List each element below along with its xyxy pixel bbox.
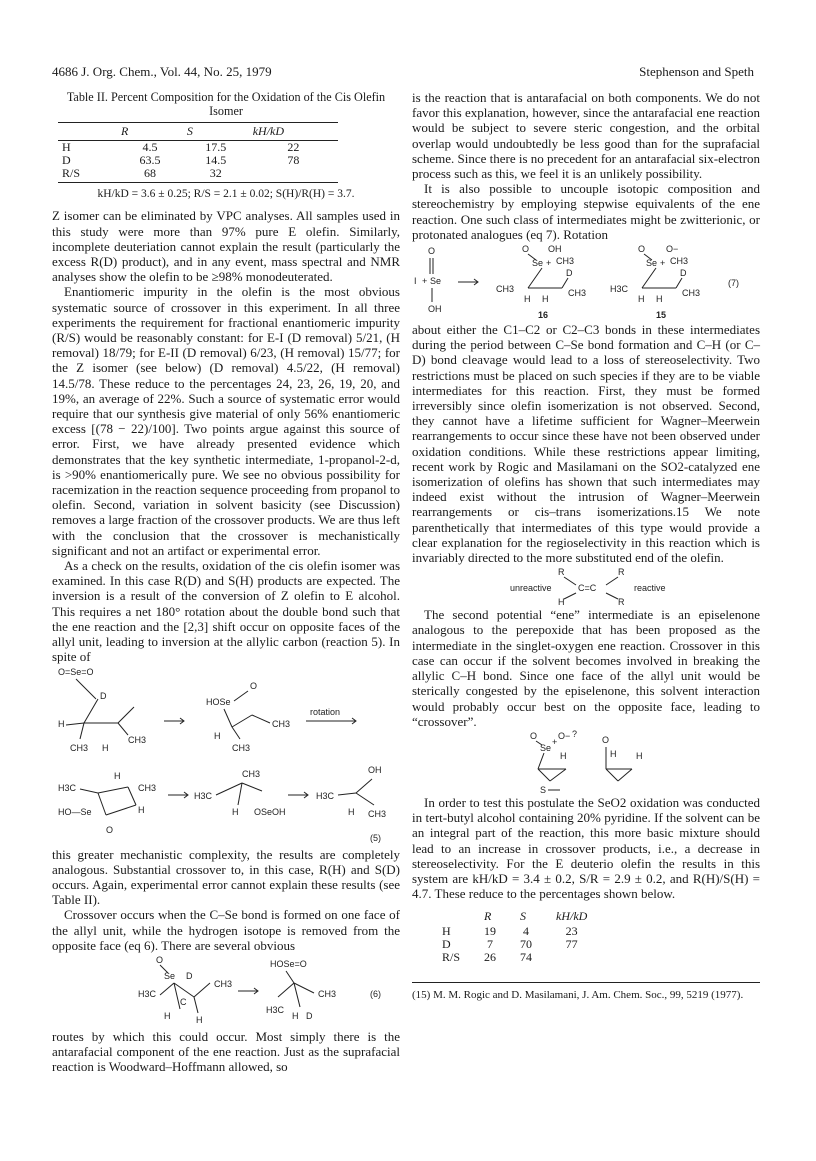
scheme-text: H <box>232 806 239 817</box>
scheme-text: H3C <box>138 988 157 999</box>
footnote-15: (15) M. M. Rogic and D. Masilamani, J. Am. Chem. Soc., 99, 5219 (1977). <box>412 982 760 1002</box>
scheme-text: rotation <box>310 706 341 717</box>
crossover-results-table <box>442 909 599 963</box>
table2-caption: Table II. Percent Composition for the Oxidation of the Cis Olefin Isomer <box>66 90 386 118</box>
table-cell <box>249 167 338 183</box>
table3-header <box>442 909 472 924</box>
table3-header: R <box>484 909 492 924</box>
compound-number: 16 <box>538 310 549 321</box>
paragraph: about either the C1–C2 or C2–C3 bonds in these intermediates during the period between C–Se bond formation and C–H (or C–D) bond cleavage would lead to a loss of stereoselectivity. Two restrictions must be placed on such species if they are to be viable intermediates for this reaction. First, they must be formed irreversibly since olefin isomerization is not observed. Second, they cannot have a lifetime sufficient for Wagner–Meerwein rearrangements to occur since these have not been observed under oxidation conditions. While these restrictions appear limiting, recent work by Rogic and Masilamani on the SO2-catalyzed ene isomerization of olefins has shown that such intermediates may indeed exist without the intrusion of Wagner–Meerwein rearrangements or cis–trans isomerizations.15 We note parenthetically that intermediates of this type would provide a clear explanation for the regioselectivity in this reaction which is invariably directed to the more substituted end of the olefin. <box>412 322 760 566</box>
scheme-text: CH3 <box>272 718 291 729</box>
scheme-text: H <box>138 804 145 815</box>
scheme-text: D <box>186 970 193 981</box>
scheme-text: H <box>114 770 121 781</box>
scheme-text: H <box>610 748 617 759</box>
scheme-text: O <box>602 734 610 745</box>
scheme-text: CH3 <box>138 782 157 793</box>
paragraph: routes by which this could occur. Most simply there is the antarafacial component of the ene reaction. Just as the suprafacial reaction is Woodward–Hoffmann allowed, so <box>52 1028 400 1075</box>
scheme-text: CH3 <box>70 742 89 753</box>
scheme-text: C=C <box>578 583 597 594</box>
scheme-text: H3C <box>58 782 77 793</box>
scheme-text: O <box>250 680 258 691</box>
paragraph: Crossover occurs when the C–Se bond is formed on one face of the allyl unit, while the hydrogen isotope is removed from the opposite face (eq 6). There are several obvious <box>52 907 400 953</box>
table-row <box>58 141 338 155</box>
right-column <box>412 90 760 1002</box>
scheme-text: CH3 <box>568 288 587 299</box>
table3-header: S <box>520 909 527 924</box>
scheme-text: D <box>680 268 687 279</box>
scheme-text: H <box>560 750 567 761</box>
scheme-text: Se <box>430 276 442 287</box>
scheme-text: O <box>638 244 646 255</box>
table-cell: 32 <box>183 167 249 183</box>
scheme-text: OSeOH <box>254 806 286 817</box>
table-cell: 19 <box>484 923 497 938</box>
scheme-text: HOSe <box>206 696 231 707</box>
paragraph: As a check on the results, oxidation of the cis olefin isomer was examined. In this case R(D) and S(H) products are expected. The inversion is a result of the conversion of Z olefin to E alcohol. This requires a net 180° rotation about the double bond such that the ene reaction and the [2,3] shift occur on opposite faces of the allyl unit, leading to inversion at the allylic carbon (reaction 5). In spite of <box>52 558 400 665</box>
table-cell: 26 <box>484 949 497 964</box>
reaction-5-scheme <box>56 665 396 847</box>
table-cell: 70 <box>520 936 533 951</box>
scheme-text: H <box>348 806 355 817</box>
scheme-text: reactive <box>634 583 666 594</box>
scheme-text: H <box>196 1014 203 1025</box>
scheme-text: CH3 <box>368 808 387 819</box>
table-cell: 14.5 <box>205 153 227 168</box>
table-cell <box>544 951 599 964</box>
scheme-text: H <box>292 1010 299 1021</box>
table2-footnote: kH/kD = 3.6 ± 0.25; R/S = 2.1 ± 0.02; S(H)/R(H) = 3.7. <box>97 188 355 201</box>
scheme-text: H <box>558 597 565 608</box>
scheme-text: H <box>214 730 221 741</box>
table-cell: R/S <box>58 167 117 183</box>
table-cell: D <box>62 153 71 168</box>
scheme-text: H <box>542 294 549 305</box>
scheme-text: CH3 <box>318 988 337 999</box>
scheme-text: O <box>522 244 530 255</box>
scheme-text: R <box>618 567 625 578</box>
left-column <box>52 90 400 1075</box>
scheme-text: S <box>540 784 547 795</box>
scheme-text: + <box>552 736 558 747</box>
table-row <box>58 167 338 183</box>
scheme-text: Se <box>540 742 552 753</box>
scheme-text: Se <box>532 258 544 269</box>
running-header-right: Stephenson and Speth <box>639 64 754 79</box>
scheme-text: H <box>58 718 65 729</box>
table-cell: 74 <box>520 949 533 964</box>
scheme-text: O <box>156 954 164 965</box>
scheme-text: CH3 <box>682 288 701 299</box>
scheme-text: H3C <box>610 284 629 295</box>
scheme-text: CH3 <box>232 742 251 753</box>
scheme-text: C <box>180 996 187 1007</box>
equation-number: (5) <box>370 832 381 843</box>
scheme-text: H3C <box>194 790 213 801</box>
table2-header: R <box>117 123 183 141</box>
scheme-text: CH3 <box>670 256 689 267</box>
table-cell: H <box>62 140 71 155</box>
scheme-text: OH <box>428 304 442 315</box>
scheme-text: CH3 <box>556 256 575 267</box>
scheme-text: + <box>422 276 428 287</box>
table2-header: S <box>183 123 249 141</box>
scheme-text: O− <box>666 244 679 255</box>
table-cell: 68 <box>117 167 183 183</box>
paragraph: Enantiomeric impurity in the olefin is the most obvious systematic source of crossover in this experiment. In all three experiments the requirement for fractional enantiomeric impurity (R/S) would be reasonably constant: for E-I (D removal) 5/21, (H removal) 18/79; for E-II (D removal) 6/23, (H removal) 15/77; for the Z isomer (see below) (D removal) 4.5/22, (H removal) 14.5/78. These reduce to the percentages 24, 23, 26, 19, 20, and 19%, an average of 22%. Such a source of systematic error would require that our synthesis give material of only 56% enantiomeric excess [(78 − 22)/100]. Two points argue against this source of error. First, we have already presented evidence which demonstrates that the key synthetic intermediate, 1-propanol-2-d, is >90% enantiomerically pure. We see no obvious possibility for racemization in the reaction sequence proceeding from propanol to olefin. Second, variation in solvent basicity (see Discussion) removes a large fraction of the crossover products. We are thus left with the conclusion that the crossover is mechanistically significant and not an artifact or experimental error. <box>52 284 400 558</box>
running-header-left: 4686 J. Org. Chem., Vol. 44, No. 25, 1979 <box>52 64 272 79</box>
table-row <box>58 154 338 167</box>
scheme-text: O− <box>558 730 571 741</box>
table-cell: 77 <box>565 936 578 951</box>
scheme-text: H <box>164 1010 171 1021</box>
paragraph: The second potential “ene” intermediate is an episelenone analogous to the perepoxide that has been proposed as the intermediate in the singlet-oxygen ene reaction. Crossover in this case can occur if the solvent becomes involved in breaking the allylic C–H bond. Since one face of the allyl unit would be sterically congested by the episelenone, this solvent interaction would probably occur best on the opposite face, leading to “crossover”. <box>412 607 760 729</box>
scheme-text: O <box>530 730 538 741</box>
equation-number: (6) <box>370 988 381 999</box>
table-cell: 17.5 <box>205 140 227 155</box>
scheme-text: H <box>656 294 663 305</box>
scheme-text: R <box>618 597 625 608</box>
scheme-text: unreactive <box>510 583 552 594</box>
paragraph: is the reaction that is antarafacial on both components. We do not favor this explanation, however, since the antarafacial ene reaction would be subject to severe steric congestion, and the orbital overlap would undoubtedly be less good than for the suprafacial scheme. Since there is no precedent for an antarafacial six-electron process such as this, we feel it is an unlikely possibility. <box>412 90 760 182</box>
table-cell: 78 <box>287 153 300 168</box>
table-row <box>442 925 599 938</box>
paragraph: this greater mechanistic complexity, the results are completely analogous. Substantial crossover to, in this case, R(H) and S(D) occurs. Again, experimental error cannot explain these results (see Table II). <box>52 846 400 908</box>
scheme-text: D <box>566 268 573 279</box>
scheme-text: H <box>636 750 643 761</box>
table-cell: 7 <box>487 936 494 951</box>
scheme-text: + <box>546 258 552 269</box>
table-cell: D <box>442 936 451 951</box>
episelenone-scheme <box>412 729 760 795</box>
table-cell: 63.5 <box>139 153 161 168</box>
scheme-text: HO—Se <box>58 806 92 817</box>
scheme-text: Se <box>164 970 176 981</box>
table-cell: 4.5 <box>142 140 158 155</box>
equation-7-scheme <box>412 242 760 322</box>
scheme-text: HOSe=O <box>270 958 307 969</box>
table-row <box>442 951 599 964</box>
scheme-text: Se <box>646 258 658 269</box>
scheme-text: H <box>102 742 109 753</box>
table2-header: kH/kD <box>249 123 338 141</box>
table-row <box>442 938 599 951</box>
scheme-text: CH3 <box>496 284 515 295</box>
paragraph: In order to test this postulate the SeO2 oxidation was conducted in tert-butyl alcohol containing 20% pyridine. If the solvent can be an integral part of the reaction, this more basic mixture should lead to an increase in crossover products, i.e., a decrease in stereoselectivity. For the E deuterio olefin the results in this system are kH/kD = 3.4 ± 0.2, S/R = 2.9 ± 0.2, and R(H)/S(H) = 4.7. These reduce to the percentages shown below. <box>412 794 760 902</box>
table3-header: kH/kD <box>556 909 588 924</box>
scheme-text: + <box>660 258 666 269</box>
table-cell: 23 <box>565 923 578 938</box>
compound-number: 15 <box>656 310 667 321</box>
scheme-text: O <box>428 246 436 257</box>
olefin-regioselectivity-scheme <box>412 565 760 607</box>
table2 <box>58 122 338 183</box>
table-cell: 22 <box>287 140 300 155</box>
scheme-text: O=Se=O <box>58 666 94 677</box>
scheme-text: R <box>558 567 565 578</box>
scheme-text: CH3 <box>128 734 147 745</box>
scheme-text: D <box>306 1010 313 1021</box>
scheme-text: D <box>100 690 107 701</box>
paragraph: Z isomer can be eliminated by VPC analyses. All samples used in this study were more than 97% pure E olefin. Similarly, incomplete deuteriation cannot explain the result (particularly the excess R(D) product), and in any event, mass spectral and NMR analyses show the olefin to be ≥98% monodeuterated. <box>52 208 400 285</box>
table-cell: R/S <box>442 949 461 964</box>
table-cell: 4 <box>523 923 530 938</box>
equation-6-scheme <box>56 953 396 1029</box>
scheme-text: I <box>414 276 417 287</box>
scheme-text: ? <box>572 728 578 739</box>
scheme-text: O <box>106 824 114 835</box>
scheme-text: H <box>638 294 645 305</box>
scheme-text: H <box>524 294 531 305</box>
scheme-text: OH <box>548 244 562 255</box>
paragraph: It is also possible to uncouple isotopic composition and stereochemistry by employing stepwise equivalents of the ene reaction. One such class of intermediates might be zwitterionic, or protonated analogues (eq 7). Rotation <box>412 181 760 242</box>
table-cell: H <box>442 923 451 938</box>
equation-number: (7) <box>728 278 739 289</box>
scheme-text: H3C <box>316 790 335 801</box>
scheme-text: CH3 <box>242 768 261 779</box>
scheme-text: OH <box>368 764 382 775</box>
table2-header <box>58 123 117 141</box>
scheme-text: H3C <box>266 1004 285 1015</box>
scheme-text: CH3 <box>214 978 233 989</box>
